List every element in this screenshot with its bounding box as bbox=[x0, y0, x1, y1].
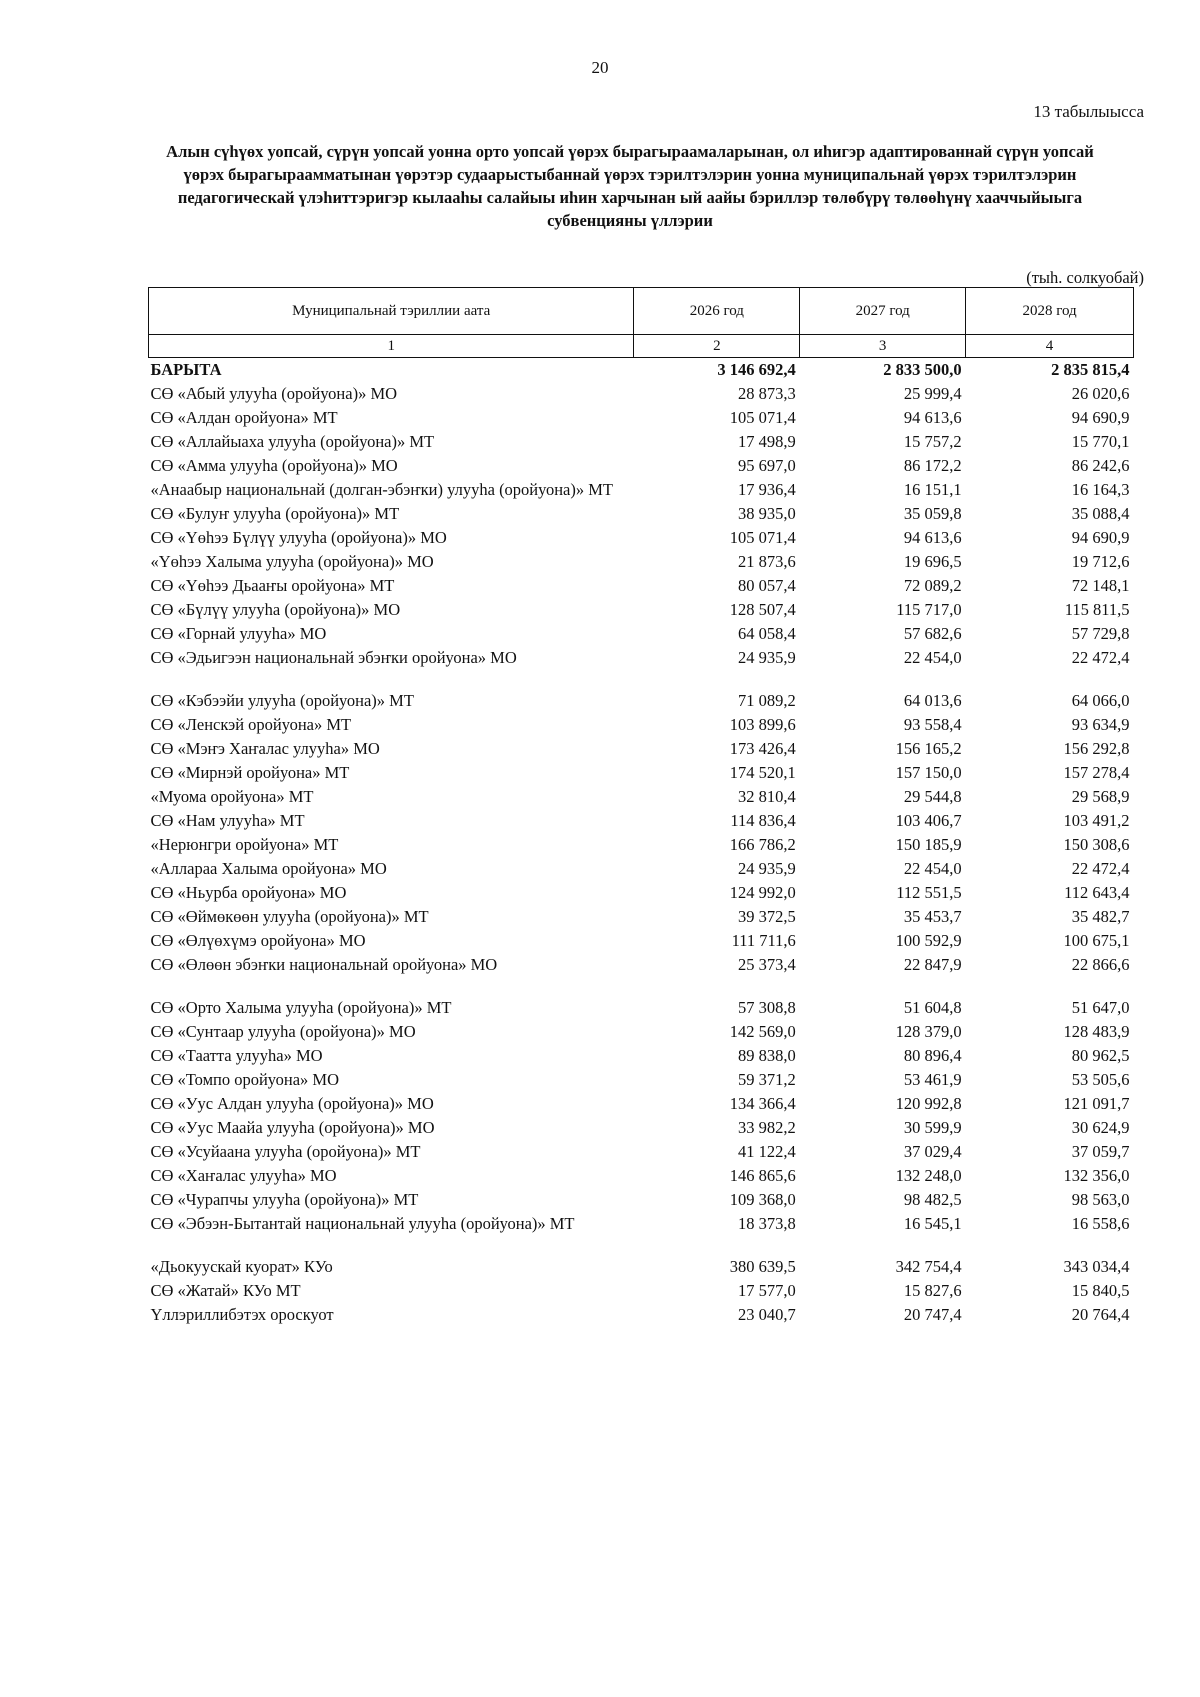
municipality-name: СӨ «Үөһээ Дьааҥы оройуона» МТ bbox=[150, 576, 395, 595]
value-2026: 23 040,7 bbox=[738, 1305, 796, 1324]
municipality-name: СӨ «Аллайыаха улууһа (оройуона)» МТ bbox=[150, 432, 435, 451]
value-2028: 94 690,9 bbox=[1071, 408, 1130, 427]
value-2026: 142 569,0 bbox=[729, 1022, 796, 1041]
municipality-name: СӨ «Нам улууһа» МТ bbox=[150, 811, 305, 830]
value-2028: 19 712,6 bbox=[1071, 552, 1130, 571]
value-2027: 16 545,1 bbox=[903, 1214, 962, 1233]
value-2027: 156 165,2 bbox=[895, 739, 962, 758]
value-2026: 174 520,1 bbox=[729, 763, 796, 782]
value-2028: 22 472,4 bbox=[1071, 859, 1130, 878]
table-row bbox=[149, 1279, 1134, 1303]
value-2028: 86 242,6 bbox=[1071, 456, 1130, 475]
value-2028: 115 811,5 bbox=[1064, 600, 1130, 619]
column-number: 4 bbox=[966, 335, 1134, 358]
value-2028: 20 764,4 bbox=[1071, 1305, 1130, 1324]
municipality-name: СӨ «Кэбээйи улууһа (оройуона)» МТ bbox=[150, 691, 414, 710]
value-2027: 53 461,9 bbox=[903, 1070, 962, 1089]
value-2026: 134 366,4 bbox=[729, 1094, 796, 1113]
value-2028: 15 770,1 bbox=[1071, 432, 1130, 451]
value-2027: 64 013,6 bbox=[903, 691, 962, 710]
municipality-name: «Анаабыр национальнай (долган-эбэҥки) улууһа (оройуона)» МТ bbox=[150, 480, 613, 499]
value-2027: 128 379,0 bbox=[895, 1022, 962, 1041]
value-2026: 89 838,0 bbox=[738, 1046, 796, 1065]
value-2026: 17 577,0 bbox=[738, 1281, 796, 1300]
value-2026: 18 373,8 bbox=[738, 1214, 796, 1233]
value-2028: 98 563,0 bbox=[1071, 1190, 1130, 1209]
municipality-name: СӨ «Томпо оройуона» МО bbox=[150, 1070, 340, 1089]
subvention-table bbox=[148, 287, 1134, 1327]
value-2027: 98 482,5 bbox=[903, 1190, 962, 1209]
municipality-name: «Нерюнгри оройуона» МТ bbox=[150, 835, 339, 854]
value-2028: 150 308,6 bbox=[1063, 835, 1130, 854]
value-2027: 20 747,4 bbox=[903, 1305, 962, 1324]
municipality-name: «Муома оройуона» МТ bbox=[150, 787, 314, 806]
value-2026: 39 372,5 bbox=[738, 907, 796, 926]
value-2027: 35 059,8 bbox=[903, 504, 962, 523]
value-2028: 93 634,9 bbox=[1071, 715, 1130, 734]
value-2028: 30 624,9 bbox=[1071, 1118, 1130, 1137]
value-2026: 80 057,4 bbox=[738, 576, 796, 595]
municipality-name: «Дьокуускай куорат» КУо bbox=[150, 1257, 333, 1276]
table-row bbox=[149, 1212, 1134, 1236]
total-label: БАРЫТА bbox=[150, 360, 222, 379]
municipality-name: СӨ «Жатай» КУо МТ bbox=[150, 1281, 301, 1300]
table-row bbox=[149, 1140, 1134, 1164]
value-2028: 16 558,6 bbox=[1071, 1214, 1130, 1233]
value-2028: 22 866,6 bbox=[1071, 955, 1130, 974]
value-2026: 24 935,9 bbox=[738, 859, 796, 878]
value-2027: 29 544,8 bbox=[903, 787, 962, 806]
table-row bbox=[149, 833, 1134, 857]
value-2026: 124 992,0 bbox=[729, 883, 796, 902]
value-2026: 380 639,5 bbox=[729, 1257, 796, 1276]
value-2026: 173 426,4 bbox=[729, 739, 796, 758]
value-2027: 94 613,6 bbox=[903, 408, 962, 427]
table-row bbox=[149, 574, 1134, 598]
header-2028: 2028 год bbox=[966, 288, 1134, 335]
municipality-name: СӨ «Сунтаар улууһа (оройуона)» МО bbox=[150, 1022, 416, 1041]
municipality-name: СӨ «Өймөкөөн улууһа (оройуона)» МТ bbox=[150, 907, 429, 926]
municipality-name: СӨ «Амма улууһа (оройуона)» МО bbox=[150, 456, 398, 475]
value-2027: 103 406,7 bbox=[895, 811, 962, 830]
value-2027: 22 454,0 bbox=[903, 648, 962, 667]
table-row bbox=[149, 526, 1134, 550]
page-number: 20 bbox=[591, 58, 609, 77]
value-2026: 146 865,6 bbox=[729, 1166, 796, 1185]
table-row bbox=[149, 622, 1134, 646]
value-2028: 22 472,4 bbox=[1071, 648, 1130, 667]
value-2027: 80 896,4 bbox=[903, 1046, 962, 1065]
value-2028: 64 066,0 bbox=[1071, 691, 1130, 710]
value-2026: 109 368,0 bbox=[729, 1190, 796, 1209]
table-row bbox=[149, 761, 1134, 785]
table-row bbox=[149, 881, 1134, 905]
municipality-name: СӨ «Эдьигээн национальнай эбэҥки оройуона» МО bbox=[150, 648, 517, 667]
municipality-name: СӨ «Эбээн-Бытантай национальнай улууһа (оройуона)» МТ bbox=[150, 1214, 575, 1233]
value-2027: 35 453,7 bbox=[903, 907, 962, 926]
total-row bbox=[149, 358, 1134, 383]
value-2027: 112 551,5 bbox=[896, 883, 962, 902]
municipality-name: «Үөһээ Халыма улууһа (оройуона)» МО bbox=[150, 552, 434, 571]
value-2026: 128 507,4 bbox=[729, 600, 796, 619]
value-2026: 103 899,6 bbox=[729, 715, 796, 734]
value-2026: 105 071,4 bbox=[729, 528, 796, 547]
value-2027: 22 847,9 bbox=[903, 955, 962, 974]
header-2026: 2026 год bbox=[634, 288, 800, 335]
value-2027: 342 754,4 bbox=[895, 1257, 962, 1276]
table-row bbox=[149, 430, 1134, 454]
municipality-name: СӨ «Таатта улууһа» МО bbox=[150, 1046, 323, 1065]
municipality-name: СӨ «Уус Маайа улууһа (оройуона)» МО bbox=[150, 1118, 435, 1137]
value-2026: 95 697,0 bbox=[738, 456, 796, 475]
table-row bbox=[149, 977, 1134, 1020]
table-row bbox=[149, 478, 1134, 502]
value-2028: 94 690,9 bbox=[1071, 528, 1130, 547]
value-2026: 105 071,4 bbox=[729, 408, 796, 427]
appendix-label: 13 табылыысса bbox=[1033, 102, 1144, 121]
table-row bbox=[149, 905, 1134, 929]
value-2028: 72 148,1 bbox=[1071, 576, 1130, 595]
value-2026: 24 935,9 bbox=[738, 648, 796, 667]
municipality-name: СӨ «Алдан оройуона» МТ bbox=[150, 408, 338, 427]
value-2027: 25 999,4 bbox=[903, 384, 962, 403]
value-2028: 35 088,4 bbox=[1071, 504, 1130, 523]
value-2028: 35 482,7 bbox=[1071, 907, 1130, 926]
table-row bbox=[149, 809, 1134, 833]
value-2026: 111 711,6 bbox=[731, 931, 796, 950]
table-row bbox=[149, 1188, 1134, 1212]
municipality-name: СӨ «Мирнэй оройуона» МТ bbox=[150, 763, 350, 782]
value-2027: 57 682,6 bbox=[903, 624, 962, 643]
value-2026: 25 373,4 bbox=[738, 955, 796, 974]
table-row bbox=[149, 1164, 1134, 1188]
value-2027: 94 613,6 bbox=[903, 528, 962, 547]
header-2027: 2027 год bbox=[800, 288, 966, 335]
municipality-name: СӨ «Хаҥалас улууһа» МО bbox=[150, 1166, 337, 1185]
total-2028: 2 835 815,4 bbox=[1051, 360, 1130, 379]
table-row bbox=[149, 737, 1134, 761]
municipality-name: СӨ «Булуҥ улууһа (оройуона)» МТ bbox=[150, 504, 400, 523]
value-2028: 100 675,1 bbox=[1063, 931, 1130, 950]
value-2026: 166 786,2 bbox=[729, 835, 796, 854]
table-row bbox=[149, 406, 1134, 430]
municipality-name: СӨ «Чурапчы улууһа (оройуона)» МТ bbox=[150, 1190, 419, 1209]
value-2028: 53 505,6 bbox=[1071, 1070, 1130, 1089]
value-2027: 115 717,0 bbox=[896, 600, 962, 619]
units-label: (тыһ. солкуобай) bbox=[1026, 268, 1144, 287]
municipality-name: СӨ «Ньурба оройуона» МО bbox=[150, 883, 347, 902]
value-2026: 32 810,4 bbox=[738, 787, 796, 806]
value-2028: 37 059,7 bbox=[1071, 1142, 1130, 1161]
table-row bbox=[149, 598, 1134, 622]
table-row bbox=[149, 670, 1134, 713]
value-2027: 100 592,9 bbox=[895, 931, 962, 950]
table-row bbox=[149, 1116, 1134, 1140]
table-row bbox=[149, 857, 1134, 881]
table-row bbox=[149, 1068, 1134, 1092]
value-2028: 29 568,9 bbox=[1071, 787, 1130, 806]
value-2026: 21 873,6 bbox=[738, 552, 796, 571]
table-row bbox=[149, 1044, 1134, 1068]
value-2027: 86 172,2 bbox=[903, 456, 962, 475]
value-2027: 93 558,4 bbox=[903, 715, 962, 734]
table-row bbox=[149, 713, 1134, 737]
value-2028: 57 729,8 bbox=[1071, 624, 1130, 643]
column-number-row bbox=[149, 335, 1134, 358]
value-2028: 121 091,7 bbox=[1063, 1094, 1130, 1113]
column-number: 1 bbox=[149, 335, 634, 358]
value-2026: 38 935,0 bbox=[738, 504, 796, 523]
value-2026: 114 836,4 bbox=[730, 811, 796, 830]
municipality-name: СӨ «Усуйаана улууһа (оройуона)» МТ bbox=[150, 1142, 421, 1161]
value-2026: 57 308,8 bbox=[738, 998, 796, 1017]
table-row bbox=[149, 646, 1134, 670]
table-header-row bbox=[149, 288, 1134, 335]
municipality-name: «Аллараа Халыма оройуона» МО bbox=[150, 859, 387, 878]
municipality-name: СӨ «Орто Халыма улууһа (оройуона)» МТ bbox=[150, 998, 452, 1017]
value-2026: 59 371,2 bbox=[738, 1070, 796, 1089]
value-2027: 30 599,9 bbox=[903, 1118, 962, 1137]
value-2027: 72 089,2 bbox=[903, 576, 962, 595]
total-2026: 3 146 692,4 bbox=[717, 360, 796, 379]
value-2027: 22 454,0 bbox=[903, 859, 962, 878]
municipality-name: СӨ «Уус Алдан улууһа (оройуона)» МО bbox=[150, 1094, 434, 1113]
value-2027: 15 827,6 bbox=[903, 1281, 962, 1300]
value-2026: 41 122,4 bbox=[738, 1142, 796, 1161]
value-2028: 156 292,8 bbox=[1063, 739, 1130, 758]
table-row bbox=[149, 953, 1134, 977]
table-row bbox=[149, 1236, 1134, 1279]
table-row bbox=[149, 382, 1134, 406]
value-2027: 157 150,0 bbox=[895, 763, 962, 782]
value-2028: 112 643,4 bbox=[1064, 883, 1130, 902]
table-row bbox=[149, 502, 1134, 526]
table-row bbox=[149, 1303, 1134, 1327]
value-2028: 103 491,2 bbox=[1063, 811, 1130, 830]
value-2026: 71 089,2 bbox=[738, 691, 796, 710]
value-2026: 64 058,4 bbox=[738, 624, 796, 643]
value-2027: 37 029,4 bbox=[903, 1142, 962, 1161]
value-2026: 17 498,9 bbox=[738, 432, 796, 451]
table-row bbox=[149, 550, 1134, 574]
value-2028: 157 278,4 bbox=[1063, 763, 1130, 782]
value-2028: 80 962,5 bbox=[1071, 1046, 1130, 1065]
document-title: Алын сүһүөх уопсай, сүрүн уопсай уонна орто уопсай үөрэх бырагыраамаларынан, ол иһигэр адаптированнай сүрүн уопсай үөрэх бырагыраамматынан үөрэтэр судаарыстыбаннай үөрэх тэрилтэлэрин уонна муниципальнай үөрэх тэрилтэлэрин педагогическай үлэһиттэригэр кылааһы салайыы иһин харчынан ый аайы бэриллэр төлөбүрү төлөөһүнү хааччыйыыга субвенцияны үллэрии bbox=[166, 142, 1094, 230]
municipality-name: СӨ «Горнай улууһа» МО bbox=[150, 624, 327, 643]
value-2027: 19 696,5 bbox=[903, 552, 962, 571]
municipality-name: СӨ «Ленскэй оройуона» МТ bbox=[150, 715, 352, 734]
table-row bbox=[149, 454, 1134, 478]
table-row bbox=[149, 1092, 1134, 1116]
municipality-name: СӨ «Үөһээ Бүлүү улууһа (оройуона)» МО bbox=[150, 528, 447, 547]
value-2028: 132 356,0 bbox=[1063, 1166, 1130, 1185]
value-2028: 51 647,0 bbox=[1071, 998, 1130, 1017]
municipality-name: Үллэриллибэтэх ороскуот bbox=[150, 1305, 334, 1324]
value-2028: 15 840,5 bbox=[1071, 1281, 1130, 1300]
table-row bbox=[149, 785, 1134, 809]
municipality-name: СӨ «Өлөөн эбэҥки национальнай оройуона» МО bbox=[150, 955, 498, 974]
column-number: 3 bbox=[800, 335, 966, 358]
table-row bbox=[149, 1020, 1134, 1044]
table-row bbox=[149, 929, 1134, 953]
value-2027: 16 151,1 bbox=[903, 480, 962, 499]
value-2027: 51 604,8 bbox=[903, 998, 962, 1017]
value-2027: 150 185,9 bbox=[895, 835, 962, 854]
column-number: 2 bbox=[634, 335, 800, 358]
value-2026: 33 982,2 bbox=[738, 1118, 796, 1137]
total-2027: 2 833 500,0 bbox=[883, 360, 962, 379]
value-2028: 26 020,6 bbox=[1071, 384, 1130, 403]
value-2028: 343 034,4 bbox=[1063, 1257, 1130, 1276]
value-2027: 120 992,8 bbox=[895, 1094, 962, 1113]
municipality-name: СӨ «Абый улууһа (оройуона)» МО bbox=[150, 384, 398, 403]
municipality-name: СӨ «Мэҥэ Хаҥалас улууһа» МО bbox=[150, 739, 380, 758]
municipality-name: СӨ «Бүлүү улууһа (оройуона)» МО bbox=[150, 600, 401, 619]
value-2028: 16 164,3 bbox=[1071, 480, 1130, 499]
value-2028: 128 483,9 bbox=[1063, 1022, 1130, 1041]
value-2026: 17 936,4 bbox=[738, 480, 796, 499]
municipality-name: СӨ «Өлүөхүмэ оройуона» МО bbox=[150, 931, 366, 950]
value-2026: 28 873,3 bbox=[738, 384, 796, 403]
value-2027: 15 757,2 bbox=[903, 432, 962, 451]
value-2027: 132 248,0 bbox=[895, 1166, 962, 1185]
header-municipality: Муниципальнай тэриллии аата bbox=[149, 288, 634, 335]
